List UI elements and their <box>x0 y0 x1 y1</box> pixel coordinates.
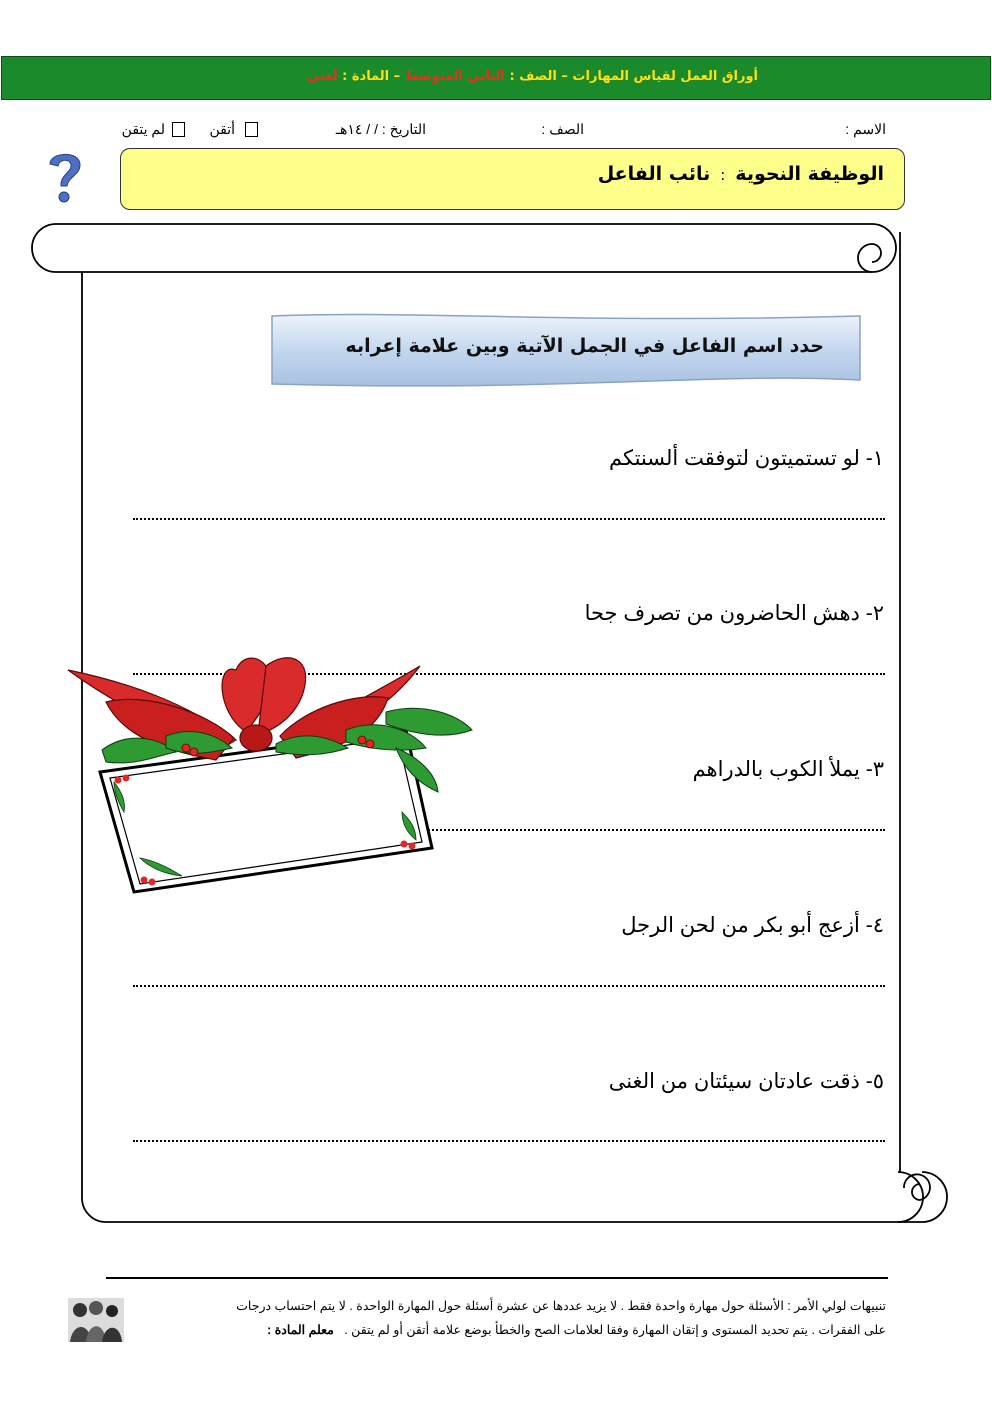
gift-ribbon-card <box>66 652 476 898</box>
footer-note-line1: تنبيهات لولي الأمر : الأسئلة حول مهارة واحدة فقط . لا يزيد عددها عن عشرة أسئلة حول المهارة الواحدة . لا يتم احتساب درجات <box>236 1299 886 1313</box>
date-label: التاريخ : / / ١٤هـ <box>335 121 426 137</box>
footer-divider <box>106 1277 888 1279</box>
question-1: ١- لو تستميتون لتوفقت ألسنتكم <box>609 447 884 470</box>
question-2: ٢- دهش الحاضرون من تصرف جحا <box>584 602 884 625</box>
banner-subject: لغتي <box>306 69 338 84</box>
teacher-label: معلم المادة : <box>267 1323 334 1337</box>
class-label: الصف : <box>541 121 584 137</box>
banner-grade: الثاني المتوسط <box>404 69 505 84</box>
topic-label: الوظيفة النحوية <box>735 163 884 185</box>
topic-title: الوظيفة النحوية:نائب الفاعل <box>597 163 884 185</box>
people-illustration <box>68 1298 124 1342</box>
question-4: ٤- أزعج أبو بكر من لحن الرجل <box>621 914 884 937</box>
question-5: ٥- ذقت عادتان سيئتان من الغنى <box>608 1070 884 1093</box>
footer-note-line2: على الفقرات . يتم تحديد المستوى و إتقان المهارة وفقا لعلامات الصح والخطأ بوضع علامة أتقن أو لم يتقن . معلم المادة : <box>267 1323 886 1337</box>
answer-line-1[interactable] <box>133 518 885 520</box>
answer-line-4[interactable] <box>133 985 885 987</box>
not-mastered-label: لم يتقن <box>121 121 165 137</box>
topic-value: نائب الفاعل <box>597 163 711 185</box>
mastered-label: أتقن <box>209 121 235 137</box>
name-label: الاسم : <box>845 121 886 137</box>
question-3: ٣- يملأ الكوب بالدراهم <box>692 758 884 781</box>
answer-line-5[interactable] <box>133 1140 885 1142</box>
instruction-text: حدد اسم الفاعل في الجمل الآتية وبين علامة إعرابه <box>345 335 824 357</box>
banner-title: أوراق العمل لقياس المهارات – الصف : الثاني المتوسط – المادة : لغتي <box>306 69 758 84</box>
